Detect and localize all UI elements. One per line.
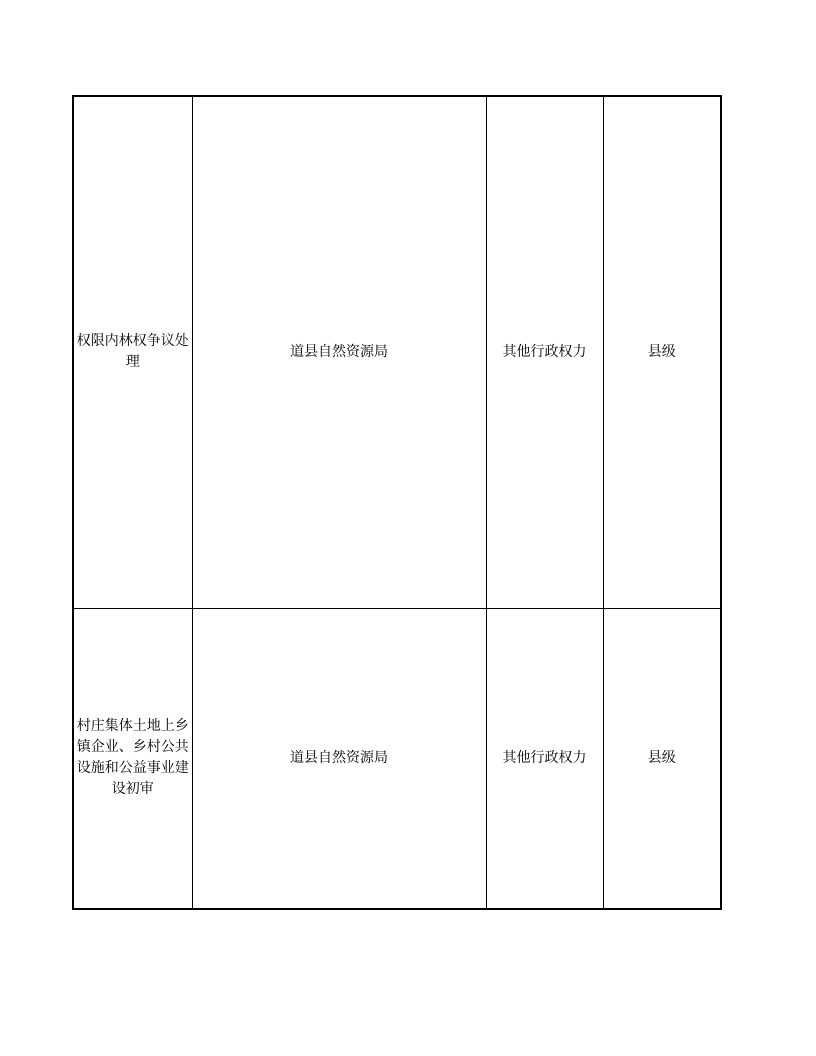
cell-level: 县级 <box>603 608 721 909</box>
power-list-table <box>72 95 722 910</box>
cell-power-type: 其他行政权力 <box>486 608 603 909</box>
table-row <box>73 96 721 608</box>
cell-power-type: 其他行政权力 <box>486 96 603 608</box>
cell-department: 道县自然资源局 <box>192 96 486 608</box>
cell-item-name: 权限内林权争议处理 <box>73 96 192 608</box>
cell-item-name: 村庄集体土地上乡镇企业、乡村公共设施和公益事业建设初审 <box>73 608 192 909</box>
table-row <box>73 608 721 909</box>
cell-department: 道县自然资源局 <box>192 608 486 909</box>
cell-level: 县级 <box>603 96 721 608</box>
